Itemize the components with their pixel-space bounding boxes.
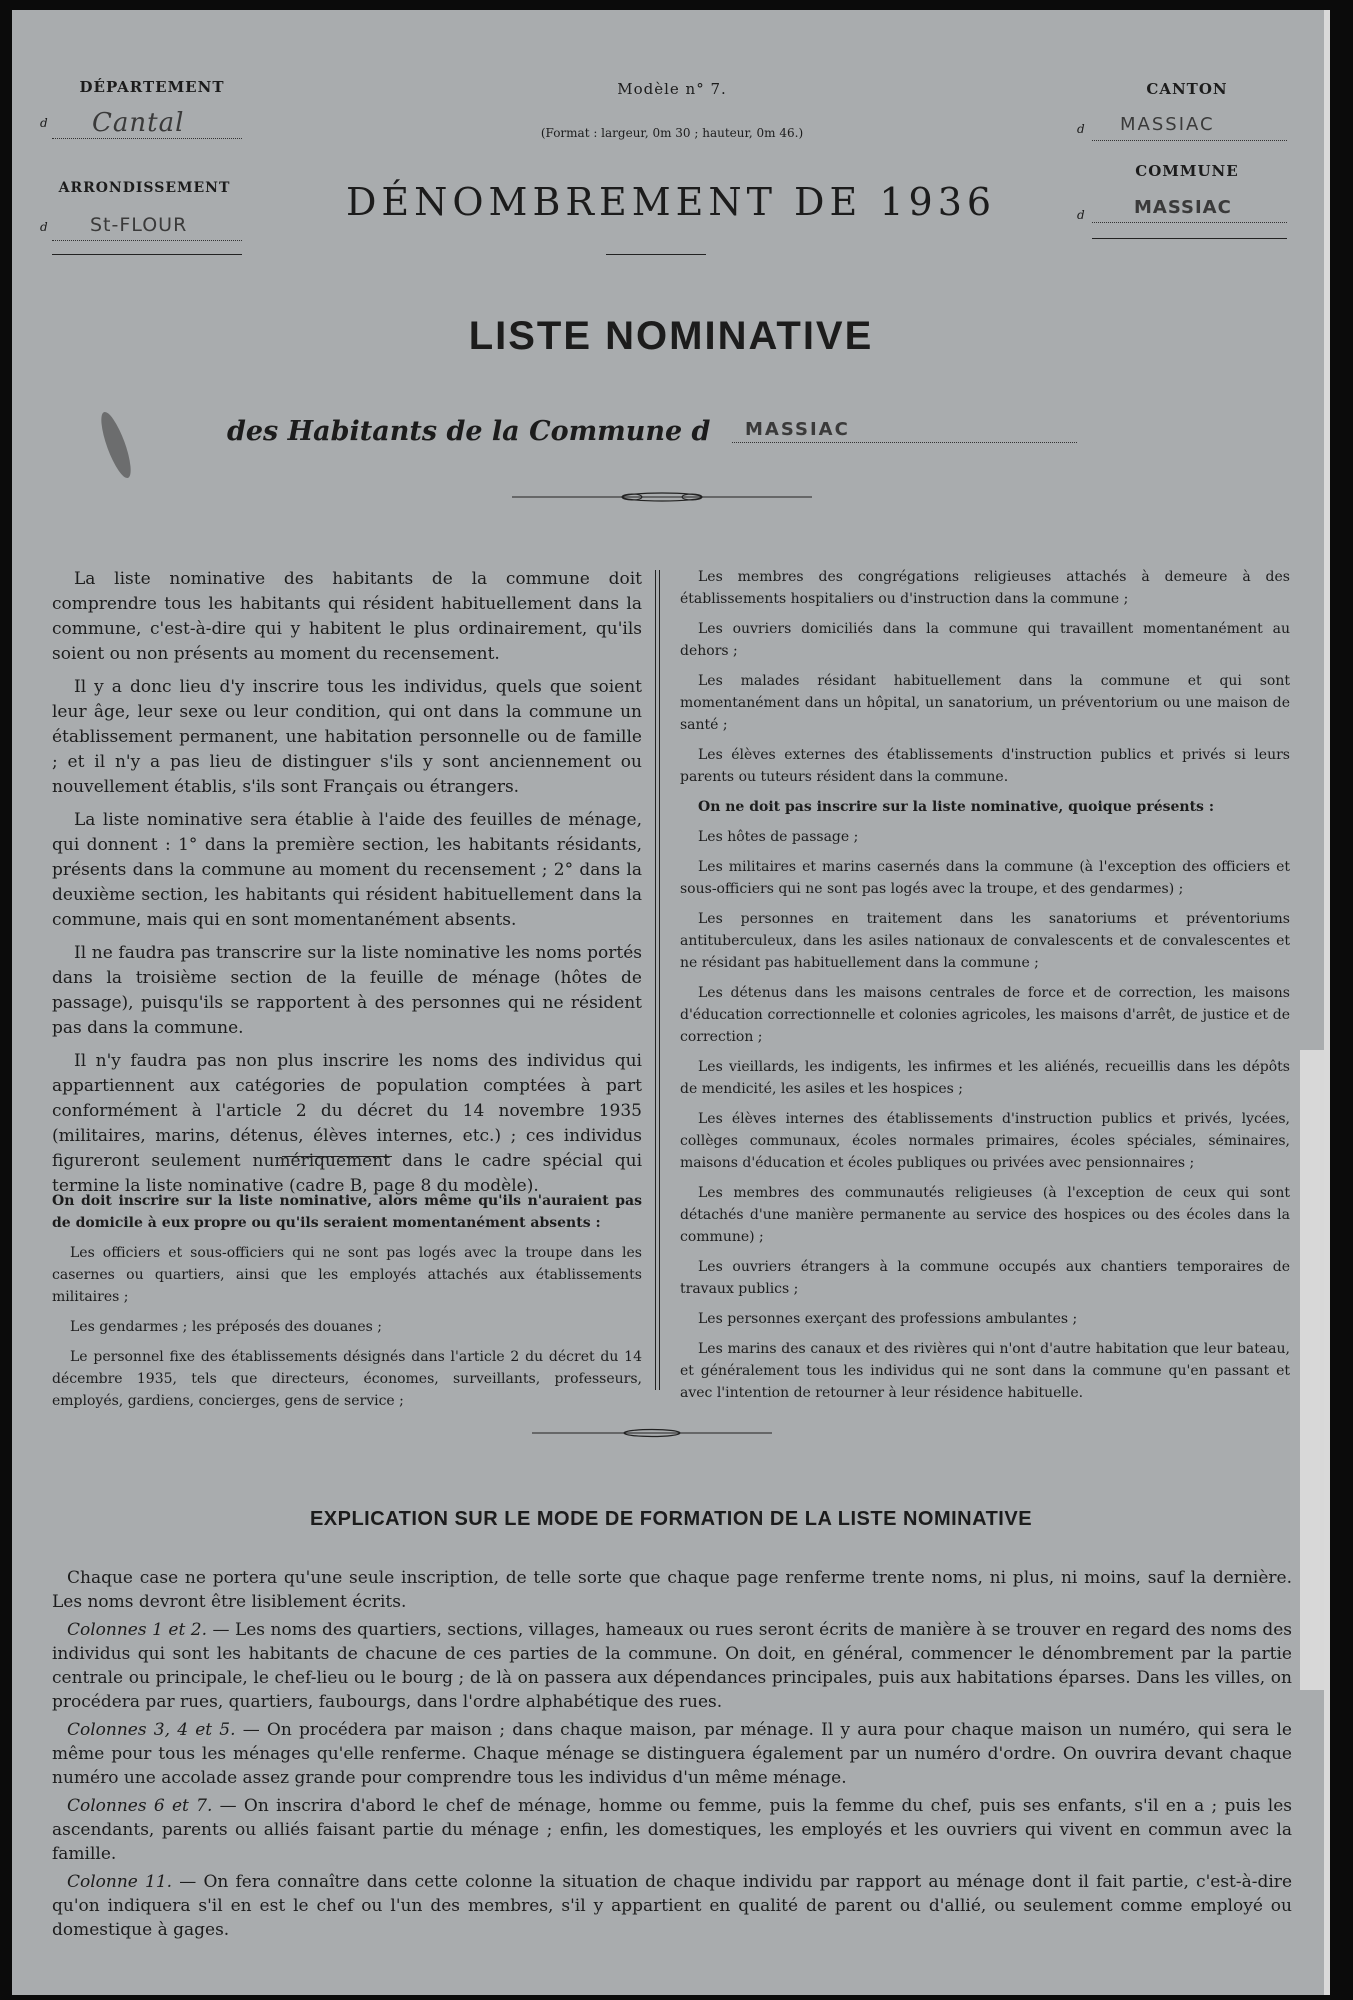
commune-prefix: d <box>1077 208 1085 222</box>
ornament-top <box>512 490 812 504</box>
exclude-item: Les marins des canaux et des rivières qui n'ont d'autre habitation que leur bateau, et généralement tous les individus qui ne sont dans la commune qu'en passant et avec l'intention de retourner à leur résidence habituelle. <box>680 1341 1290 1401</box>
inscrire-item: Les gendarmes ; les préposés des douanes ; <box>70 1319 382 1335</box>
left-paragraph: Il y a donc lieu d'y inscrire tous les individus, quels que soient leur âge, leur sexe ou leur condition, qui ont dans la commune un établissement permanent, une habitation personnelle ou de famille ; et il n'y a pas lieu de distinguer s'ils y sont anciennement ou nouvellement établis, s'ils sont Français ou étrangers. <box>52 677 642 797</box>
inscrire-item: Les officiers et sous-officiers qui ne sont pas logés avec la troupe dans les casernes ou quartiers, ainsi que les employés attachés aux établissements militaires ; <box>52 1245 642 1305</box>
exclude-item: Les élèves internes des établissements d'instruction publics et privés, lycées, collèges communaux, écoles normales primaires, écoles spéciales, séminaires, maisons d'éducation et écoles publiques ou privées avec pensionnaires ; <box>680 1111 1290 1171</box>
right-column-text <box>680 566 1290 1412</box>
arrondissement-value: St-FLOUR <box>90 214 188 236</box>
exclude-item: Les vieillards, les indigents, les infirmes et les aliénés, recueillis dans les dépôts de mendicité, les asiles et les hospices ; <box>680 1059 1290 1097</box>
canton-label: CANTON <box>1146 80 1228 98</box>
explication-title: EXPLICATION SUR LE MODE DE FORMATION DE LA LISTE NOMINATIVE <box>309 1508 1033 1530</box>
explication-body <box>52 1566 1292 1946</box>
left-inscrire-list <box>52 1190 642 1420</box>
arrondissement-prefix: d <box>40 220 48 234</box>
main-title: DÉNOMBREMENT DE 1936 <box>345 180 997 224</box>
commune-subtitle-value: MASSIAC <box>745 419 850 440</box>
ornament-middle <box>532 1426 772 1440</box>
left-paragraph: La liste nominative des habitants de la commune doit comprendre tous les habitants qui résident habituellement dans la commune, c'est-à-dire qui y habitent le plus ordinairement, qu'ils soient ou non présents au moment du recensement. <box>52 569 642 664</box>
section-label: Colonnes 3, 4 et 5. <box>67 1720 236 1740</box>
right-item: Les ouvriers domiciliés dans la commune qui travaillent momentanément au dehors ; <box>680 621 1290 659</box>
section-text: — On fera connaître dans cette colonne la situation de chaque individu par rapport au ménage dont il fait partie, c'est-à-dire qu'on indiquera s'il en est le chef ou l'un des membres, s'il y appartient en qualité de parent ou d'allié, ou seulement comme employé ou domestique à gages. <box>52 1872 1292 1940</box>
column-separator <box>655 570 656 1390</box>
canton-prefix: d <box>1077 122 1085 136</box>
section-label: Colonnes 1 et 2. <box>67 1620 207 1640</box>
section-label: Colonne 11. <box>67 1872 173 1892</box>
inscrire-item: Le personnel fixe des établissements désignés dans l'article 2 du décret du 14 décembre 1935, tels que directeurs, économes, surveillants, professeurs, employés, gardiens, concierges, gens de service ; <box>52 1349 642 1409</box>
departement-label: DÉPARTEMENT <box>79 78 225 96</box>
left-paragraph: La liste nominative sera établie à l'aide des feuilles de ménage, qui donnent : 1° dans la première section, les habitants résidants, présents dans la commune au moment du recensement ; 2° dans la deuxième section, les habitants qui résident habituellement dans la commune, mais qui en sont momentanément absents. <box>52 810 642 930</box>
exclude-item: Les militaires et marins casernés dans la commune (à l'exception des officiers et sous-officiers qui ne sont pas logés avec la troupe, et des gendarmes) ; <box>680 859 1290 897</box>
section-text: — On procédera par maison ; dans chaque maison, par ménage. Il y aura pour chaque maison un numéro, qui sera le même pour tous les ménages qu'elle renferme. Chaque ménage se distinguera également par un numéro d'ordre. On ouvrira devant chaque numéro une accolade assez grande pour comprendre tous les individus d'un même ménage. <box>52 1720 1292 1788</box>
census-sheet <box>12 10 1330 1995</box>
exclude-heading: On ne doit pas inscrire sur la liste nominative, quoique présents : <box>698 799 1214 815</box>
left-paragraph: Il ne faudra pas transcrire sur la liste nominative les noms portés dans la troisième section de la feuille de ménage (hôtes de passage), puisqu'ils se rapportent à des personnes qui ne résident pas dans la commune. <box>52 943 642 1038</box>
section-text: — On inscrira d'abord le chef de ménage, homme ou femme, puis la femme du chef, puis ses enfants, s'il en a ; puis les ascendants, parents ou alliés faisant partie du ménage ; enfin, les domestiques, les employés et les ouvriers qui vivent en commun avec la famille. <box>52 1796 1292 1864</box>
explication-section <box>52 1618 1292 1714</box>
right-item: Les élèves externes des établissements d'instruction publics et privés si leurs parents ou tuteurs résident dans la commune. <box>680 747 1290 785</box>
exclude-item: Les ouvriers étrangers à la commune occupés aux chantiers temporaires de travaux publics ; <box>680 1259 1290 1297</box>
departement-handwritten: Cantal <box>92 108 185 138</box>
departement-prefix: d <box>40 116 48 130</box>
modele-number: Modèle n° 7. <box>617 80 727 98</box>
exclude-item: Les membres des communautés religieuses (à l'exception de ceux qui sont détachés d'une manière permanente au service des hospices ou des écoles dans la commune) ; <box>680 1185 1290 1245</box>
explication-section <box>52 1718 1292 1790</box>
commune-label: COMMUNE <box>1135 162 1239 180</box>
paper-edge <box>1300 1050 1324 1690</box>
inscrire-heading: On doit inscrire sur la liste nominative, alors même qu'ils n'auraient pas de domicile à eux propre ou qu'ils seraient momentanément absents : <box>52 1193 642 1231</box>
commune-value: MASSIAC <box>1134 197 1232 218</box>
right-item: Les membres des congrégations religieuses attachés à demeure à des établissements hospitaliers ou d'instruction dans la commune ; <box>680 569 1290 607</box>
explication-section <box>52 1870 1292 1942</box>
exclude-item: Les hôtes de passage ; <box>698 829 859 845</box>
explication-intro: Chaque case ne portera qu'une seule inscription, de telle sorte que chaque page renferme trente noms, ni plus, ni moins, sauf la dernière. Les noms devront être lisiblement écrits. <box>52 1568 1292 1612</box>
canton-value: MASSIAC <box>1120 114 1215 135</box>
explication-section <box>52 1794 1292 1866</box>
arrondissement-label: ARRONDISSEMENT <box>58 180 231 196</box>
liste-title: LISTE NOMINATIVE <box>468 314 874 358</box>
commune-subtitle: des Habitants de la Commune d <box>227 416 711 447</box>
right-item: Les malades résidant habituellement dans la commune et qui sont momentanément dans un hôpital, un sanatorium, un préventorium ou une maison de santé ; <box>680 673 1290 733</box>
left-column-text <box>52 567 642 1207</box>
section-label: Colonnes 6 et 7. <box>67 1796 213 1816</box>
exclude-item: Les détenus dans les maisons centrales de force et de correction, les maisons d'éducation correctionnelle et colonies agricoles, les maisons d'arrêt, de justice et de correction ; <box>680 985 1290 1045</box>
section-text: — Les noms des quartiers, sections, villages, hameaux ou rues seront écrits de manière à se trouver en regard des noms des individus qui sont les habitants de chacune de ces parties de la commune. On doit, en général, commencer le dénombrement par la partie centrale ou principale, le chef-lieu ou le bourg ; de là on passera aux dépendances principales, puis aux habitations éparses. Dans les villes, on procédera par rues, quartiers, faubourgs, dans l'ordre alphabétique des rues. <box>52 1620 1292 1712</box>
exclude-item: Les personnes en traitement dans les sanatoriums et préventoriums antituberculeux, dans les asiles nationaux de convalescents et de convalescentes et ne résidant pas habituellement dans la commune ; <box>680 911 1290 971</box>
exclude-item: Les personnes exerçant des professions ambulantes ; <box>698 1311 1078 1327</box>
format-note: (Format : largeur, 0m 30 ; hauteur, 0m 46.) <box>540 126 804 140</box>
left-paragraph: Il n'y faudra pas non plus inscrire les noms des individus qui appartiennent aux catégories de population comptées à part conformément à l'article 2 du décret du 14 novembre 1935 (militaires, marins, détenus, élèves internes, etc.) ; ces individus figureront seulement numériquement dans le cadre spécial qui termine la liste nominative (cadre B, page 8 du modèle). <box>52 1051 642 1196</box>
